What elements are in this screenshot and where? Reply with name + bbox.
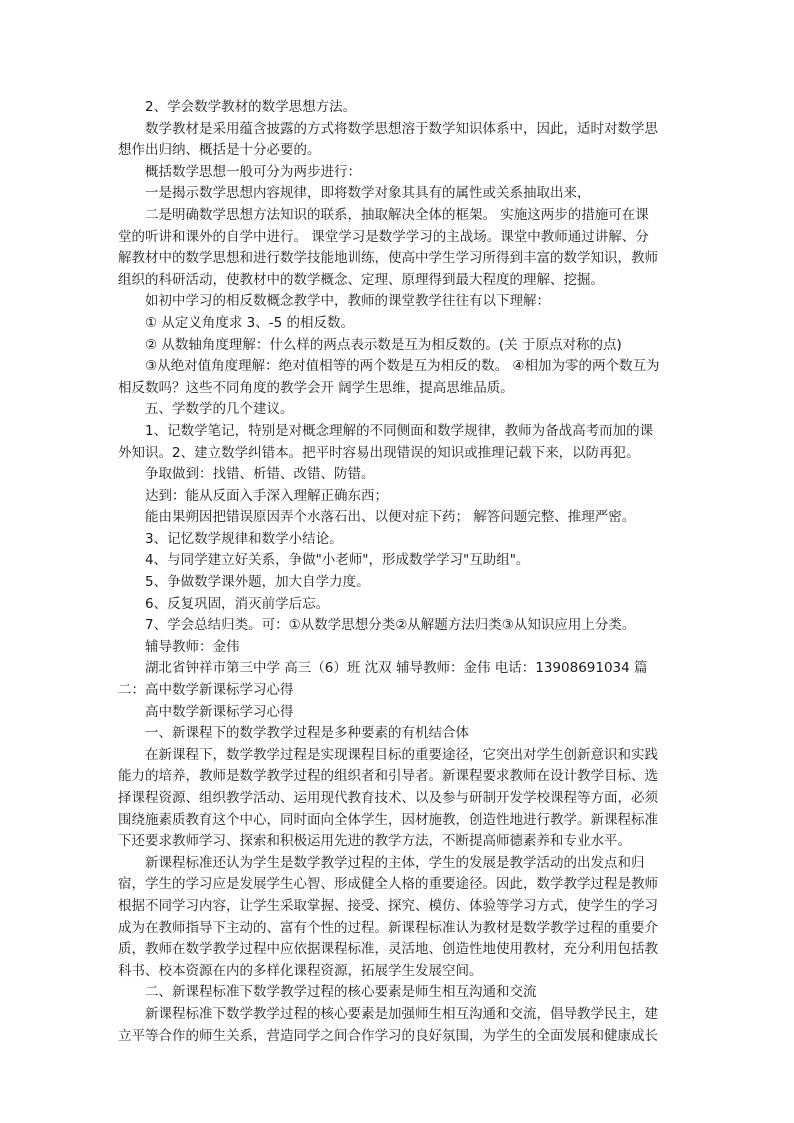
paragraph: 在新课程下，数学教学过程是实现课程目标的重要途径，它突出对学生创新意识和实践能力的培养，教师是数学教学过程的组织者和引导者。新课程要求教师在设计教学目标、选择课程资源、组织教学活动、运用现代教育技术、以及参与研制开发学校课程等方面，必须围绕施素质教育这个中心，同时面向全体学生，因材施教，创造性地进行教学。新课程标准下还要求教师学习、探索和积极运用先进的教学方法，不断提高师德素养和专业水平。: [118, 746, 658, 850]
paragraph: 7、学会总结归类。可：①从数学思想分类②从解题方法归类③从知识应用上分类。: [145, 617, 636, 634]
paragraph: 争取做到：找错、析错、改错、防错。: [145, 466, 375, 483]
paragraph: 辅导教师：金伟: [145, 638, 240, 655]
paragraph: 湖北省钟祥市第三中学 高三（6）班 沈双 辅导教师：金伟 电话：13908691034 篇二：高中数学新课标学习心得: [118, 660, 648, 699]
paragraph: 4、与同学建立好关系，争做"小老师"，形成数学学习"互助组"。: [145, 552, 530, 569]
paragraph: 二是明确数学思想方法知识的联系，抽取解决全体的框架。 实施这两步的措施可在课堂的听讲和课外的自学中进行。 课堂学习是数学学习的主战场。课堂中教师通过讲解、分解教材中的数学思想和进行数学技能地训练，使高中学生学习所得到丰富的数学知识，教师组织的科研活动，使教材中的数学概念、定理、原理得到最大程度的理解、挖掘。: [118, 206, 658, 288]
paragraph: 3、记忆数学规律和数学小结论。: [145, 530, 343, 547]
paragraph: 五、学数学的几个建议。: [145, 401, 294, 418]
paragraph: 新课程标准下数学教学过程的核心要素是加强师生相互沟通和交流，倡导教学民主，建立平等合作的师生关系，营造同学之间合作学习的良好氛围，为学生的全面发展和健康成长: [118, 1005, 658, 1044]
paragraph: 如初中学习的相反数概念教学中，教师的课堂教学往往有以下理解：: [145, 293, 550, 310]
paragraph: 2、学会数学教材的数学思想方法。: [145, 99, 357, 115]
paragraph: 达到：能从反面入手深入理解正确东西；: [145, 487, 388, 504]
paragraph: 5、争做数学课外题，加大自学力度。: [145, 574, 370, 591]
paragraph: 二、新课程标准下数学教学过程的核心要素是师生相互沟通和交流: [145, 984, 537, 1001]
paragraph: ① 从定义角度求 3、-5 的相反数。: [145, 314, 355, 331]
paragraph: 新课程标准还认为学生是数学教学过程的主体，学生的发展是教学活动的出发点和归宿，学生的学习应是发展学生心智、形成健全人格的重要途径。因此，数学教学过程是教师根据不同学习内容，让学生采取掌握、接受、探究、模仿、体验等学习方式，使学生的学习成为在教师指导下主动的、富有个性的过程。新课程标准认为教材是数学教学过程的重要介质，教师在数学教学过程中应依据课程标准，灵活地、创造性地使用教材，充分利用包括教科书、校本资源在内的多样化课程资源，拓展学生发展空间。: [118, 854, 658, 979]
paragraph: 一、新课程下的数学教学过程是多种要素的有机结合体: [145, 725, 469, 742]
paragraph: 能由果朔因把错误原因弄个水落石出、以便对症下药； 解答问题完整、推理严密。: [145, 509, 636, 526]
paragraph: 一是揭示数学思想内容规律，即将数学对象其具有的属性或关系抽取出来，: [145, 185, 591, 202]
paragraph: 6、反复巩固，消灭前学后忘。: [145, 595, 330, 612]
paragraph: ② 从数轴角度理解：什么样的两点表示数是互为相反数的。(关 于原点对称的点): [145, 336, 622, 353]
paragraph: 高中数学新课标学习心得: [145, 703, 294, 720]
paragraph: 1、记数学笔记，特别是对概念理解的不同侧面和数学规律，教师为备战高考而加的课外知识。2、建立数学纠错本。把平时容易出现错误的知识或推理记载下来，以防再犯。: [118, 422, 654, 461]
paragraph: 数学教材是采用蕴含披露的方式将数学思想溶于数学知识体系中，因此，适时对数学思想作出归纳、概括是十分必要的。: [118, 120, 658, 159]
paragraph: 概括数学思想一般可分为两步进行：: [145, 163, 361, 180]
document-body: [118, 97, 662, 1047]
paragraph: ③从绝对值角度理解：绝对值相等的两个数是互为相反的数。 ④相加为零的两个数互为相反数吗？这些不同角度的教学会开 阔学生思维，提高思维品质。: [118, 358, 660, 396]
